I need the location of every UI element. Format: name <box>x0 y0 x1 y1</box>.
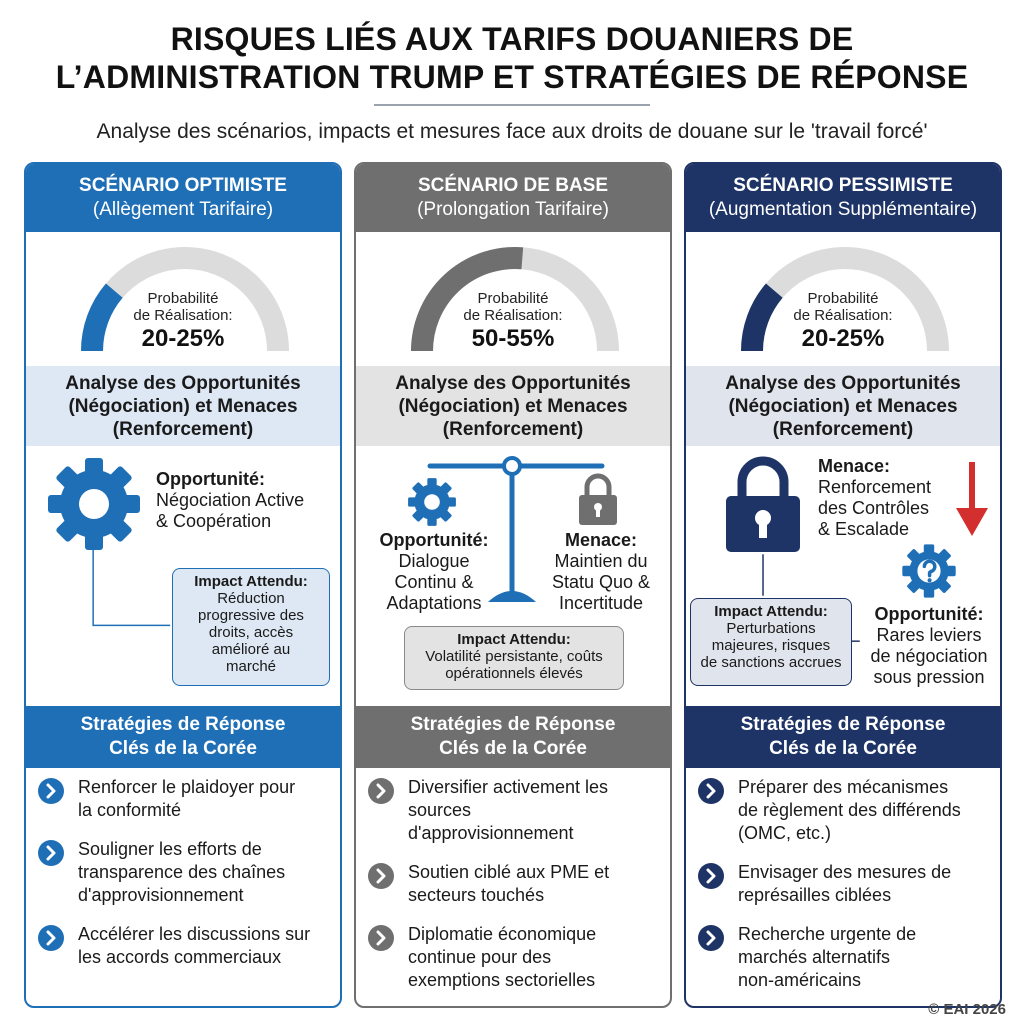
scenario-title: SCÉNARIO OPTIMISTE <box>79 175 287 196</box>
list-item-line: Diplomatie économique <box>408 924 597 944</box>
chevron-right-icon <box>698 778 724 804</box>
strategies-title: Stratégies de Réponse <box>740 714 946 735</box>
opportunity-label: Opportunité: <box>874 604 984 624</box>
opportunity-line: Négociation Active <box>156 490 305 510</box>
list-item-line: d'approvisionnement <box>408 823 574 843</box>
list-item-line: continue pour des <box>408 947 552 967</box>
probability-value: 20-25% <box>801 325 885 352</box>
chevron-right-icon <box>368 925 394 951</box>
impact-line: progressive des <box>198 607 304 624</box>
title-divider <box>374 104 650 106</box>
analysis-line: (Négociation) et Menaces <box>398 396 628 417</box>
list-item <box>698 861 994 907</box>
chevron-right-icon <box>698 925 724 951</box>
scenario-base-panel <box>354 162 672 1008</box>
list-item-line: les accords commerciaux <box>78 947 282 967</box>
strategies-header <box>356 706 670 768</box>
scenario-subtitle: (Allègement Tarifaire) <box>92 199 274 220</box>
padlock-icon <box>576 472 620 526</box>
opportunity-line: sous pression <box>873 667 985 687</box>
strategies-title: Stratégies de Réponse <box>80 714 286 735</box>
impact-box <box>690 598 852 686</box>
page-title <box>0 20 1024 96</box>
analysis-line: (Renforcement) <box>772 419 914 440</box>
question-gear-icon <box>900 542 958 600</box>
list-item-line: Recherche urgente de <box>738 924 917 944</box>
list-item-line: exemptions sectorielles <box>408 970 596 990</box>
threat-text <box>534 530 668 614</box>
list-item-line: Soutien ciblé aux PME et <box>408 862 610 882</box>
list-item-line: secteurs touchés <box>408 885 545 905</box>
copyright-notice: © EAI 2026 <box>928 1001 1006 1018</box>
scenario-header <box>356 164 670 232</box>
strategies-header <box>686 706 1000 768</box>
probability-readout <box>686 290 1000 354</box>
impact-label: Impact Attendu: <box>457 631 571 648</box>
title-line-2: L’ADMINISTRATION TRUMP ET STRATÉGIES DE RÉPONSE <box>55 59 969 95</box>
strategies-header <box>26 706 340 768</box>
list-item-line: marchés alternatifs <box>738 947 891 967</box>
analysis-band <box>26 366 340 446</box>
list-item-line: sources <box>408 800 472 820</box>
gear-icon <box>406 476 458 528</box>
opportunity-line: Dialogue <box>398 551 470 571</box>
impact-line: droits, accès <box>208 624 294 641</box>
strategies-title: Clés de la Corée <box>109 738 257 759</box>
probability-label: de Réalisation: <box>133 307 233 324</box>
analysis-line: (Renforcement) <box>112 419 254 440</box>
list-item-line: non-américains <box>738 970 862 990</box>
list-item <box>698 923 994 992</box>
opportunity-line: de négociation <box>870 646 988 666</box>
chevron-right-icon <box>368 778 394 804</box>
list-item <box>368 776 664 845</box>
chevron-right-icon <box>38 778 64 804</box>
scenario-title: SCÉNARIO DE BASE <box>417 175 609 196</box>
opportunity-line: Adaptations <box>386 593 482 613</box>
page-subtitle: Analyse des scénarios, impacts et mesures face aux droits de douane sur le 'travail forcé' <box>96 120 928 143</box>
list-item-line: de règlement des différends <box>738 800 961 820</box>
impact-line: Volatilité persistante, coûts <box>425 648 603 665</box>
strategies-list <box>698 776 994 1008</box>
analysis-line: Analyse des Opportunités <box>725 373 961 394</box>
probability-label: de Réalisation: <box>463 307 563 324</box>
list-item-line: Renforcer le plaidoyer pour <box>78 777 296 797</box>
scenario-subtitle: (Prolongation Tarifaire) <box>417 199 609 220</box>
list-item-line: Préparer des mécanismes <box>738 777 949 797</box>
list-item-line: Envisager des mesures de <box>738 862 952 882</box>
padlock-icon <box>722 454 804 554</box>
impact-line: marché <box>225 658 277 675</box>
threat-line: Maintien du <box>554 551 648 571</box>
title-line-1: RISQUES LIÉS AUX TARIFS DOUANIERS DE <box>170 21 854 57</box>
list-item-line: Diversifier activement les <box>408 777 609 797</box>
chevron-right-icon <box>38 925 64 951</box>
opportunity-text <box>858 604 1000 688</box>
list-item-line: la conformité <box>78 800 182 820</box>
list-item-line: (OMC, etc.) <box>738 823 831 843</box>
strategies-title: Clés de la Corée <box>769 738 917 759</box>
chevron-right-icon <box>38 840 64 866</box>
analysis-line: Analyse des Opportunités <box>65 373 301 394</box>
impact-box <box>404 626 624 690</box>
gear-icon <box>44 454 144 554</box>
threat-label: Menace: <box>818 456 891 476</box>
opportunity-label: Opportunité: <box>379 530 489 550</box>
scenario-optimistic-panel <box>24 162 342 1008</box>
scenario-pessimistic-panel <box>684 162 1002 1008</box>
list-item <box>38 776 334 822</box>
list-item <box>38 838 334 907</box>
list-item-line: d'approvisionnement <box>78 885 244 905</box>
impact-label: Impact Attendu: <box>714 603 828 620</box>
probability-readout <box>26 290 340 354</box>
scenario-header <box>686 164 1000 232</box>
opportunity-line: Rares leviers <box>876 625 982 645</box>
list-item <box>698 776 994 845</box>
probability-label: de Réalisation: <box>793 307 893 324</box>
probability-label: Probabilité <box>807 290 879 307</box>
scenario-subtitle: (Augmentation Supplémentaire) <box>708 199 978 220</box>
probability-value: 20-25% <box>141 325 225 352</box>
analysis-band <box>356 366 670 446</box>
impact-line: opérationnels élevés <box>445 665 583 682</box>
probability-value: 50-55% <box>471 325 555 352</box>
list-item-line: Accélérer les discussions sur <box>78 924 311 944</box>
list-item <box>38 923 334 969</box>
analysis-line: (Renforcement) <box>442 419 584 440</box>
list-item-line: transparence des chaînes <box>78 862 286 882</box>
threat-line: Incertitude <box>558 593 644 613</box>
strategies-title: Clés de la Corée <box>439 738 587 759</box>
probability-label: Probabilité <box>477 290 549 307</box>
opportunity-text <box>156 469 304 532</box>
threat-label: Menace: <box>564 530 638 550</box>
list-item-line: représailles ciblées <box>738 885 892 905</box>
list-item <box>368 923 664 992</box>
opportunity-line: & Coopération <box>156 511 272 531</box>
probability-readout <box>356 290 670 354</box>
analysis-band <box>686 366 1000 446</box>
opportunity-label: Opportunité: <box>156 469 265 489</box>
arrow-down-icon <box>954 462 990 540</box>
list-item-line: Souligner les efforts de <box>78 839 262 859</box>
chevron-right-icon <box>368 863 394 889</box>
opportunity-line: Continu & <box>394 572 474 592</box>
impact-line: majeures, risques <box>711 637 831 654</box>
threat-text <box>818 456 931 540</box>
analysis-line: (Négociation) et Menaces <box>68 396 298 417</box>
analysis-line: (Négociation) et Menaces <box>728 396 958 417</box>
strategies-list <box>368 776 664 1008</box>
probability-label: Probabilité <box>147 290 219 307</box>
analysis-line: Analyse des Opportunités <box>395 373 631 394</box>
impact-line: de sanctions accrues <box>700 654 842 671</box>
impact-line: Perturbations <box>726 620 816 637</box>
impact-box <box>172 568 330 686</box>
threat-line: Renforcement <box>818 477 932 497</box>
impact-label: Impact Attendu: <box>194 573 308 590</box>
list-item <box>368 861 664 907</box>
chevron-right-icon <box>698 863 724 889</box>
strategies-list <box>38 776 334 985</box>
strategies-title: Stratégies de Réponse <box>410 714 616 735</box>
threat-line: & Escalade <box>818 519 910 539</box>
impact-line: Réduction <box>217 590 285 607</box>
threat-line: Statu Quo & <box>551 572 651 592</box>
scenario-header <box>26 164 340 232</box>
scenario-title: SCÉNARIO PESSIMISTE <box>733 175 953 196</box>
impact-line: amélioré au <box>211 641 291 658</box>
threat-line: des Contrôles <box>818 498 930 518</box>
opportunity-text <box>364 530 504 614</box>
